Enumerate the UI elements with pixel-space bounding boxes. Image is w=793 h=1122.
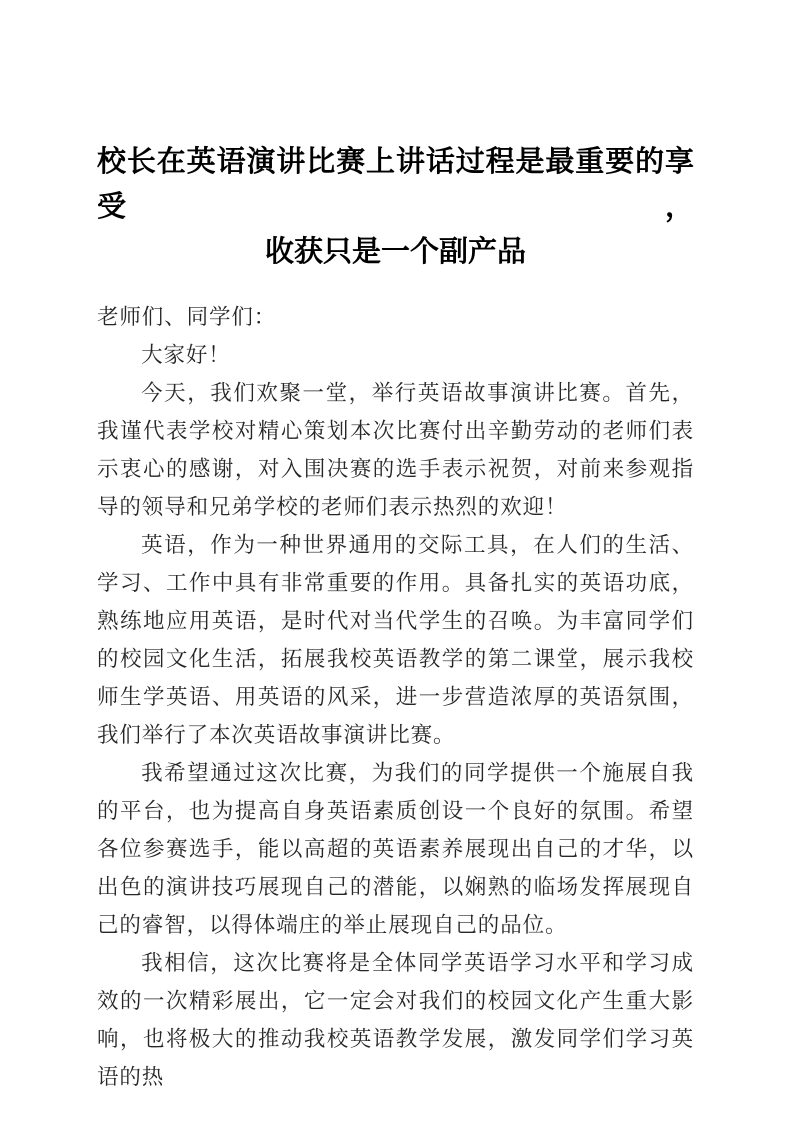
salutation-line: 老师们、同学们：: [97, 305, 277, 330]
body-paragraph-4: 我相信，这次比赛将是全体同学英语学习水平和学习成效的一次精彩展出，它一定会对我们的校园文化产生重大影响，也将极大的推动我校英语教学发展，激发同学们学习英语的热: [97, 951, 694, 1090]
document-body: [97, 140, 694, 1097]
greeting-line: 大家好！: [141, 343, 231, 368]
page-title-line-1: 校长在英语演讲比赛上讲话过程是最重要的享受，: [97, 146, 694, 223]
body-paragraph-3: 我希望通过这次比赛，为我们的同学提供一个施展自我的平台，也为提高自身英语素质创设一个良好的氛围。希望各位参赛选手，能以高超的英语素养展现出自己的才华，以出色的演讲技巧展现自己的潜能，以娴熟的临场发挥展现自己的睿智，以得体端庄的举止展现自己的品位。: [97, 761, 694, 938]
page-title: [97, 140, 694, 275]
body-paragraph-1: 今天，我们欢聚一堂，举行英语故事演讲比赛。首先，我谨代表学校对精心策划本次比赛付出辛勤劳动的老师们表示衷心的感谢，对入围决赛的选手表示祝贺，对前来参观指导的领导和兄弟学校的老师们表示热烈的欢迎！: [97, 381, 694, 520]
page-title-line-2: 收获只是一个副产品: [264, 236, 526, 268]
body-paragraph-2: 英语，作为一种世界通用的交际工具，在人们的生活、学习、工作中具有非常重要的作用。具备扎实的英语功底，熟练地应用英语，是时代对当代学生的召唤。为丰富同学们的校园文化生活，拓展我校英语教学的第二课堂，展示我校师生学英语、用英语的风采，进一步营造浓厚的英语氛围，我们举行了本次英语故事演讲比赛。: [97, 533, 694, 748]
